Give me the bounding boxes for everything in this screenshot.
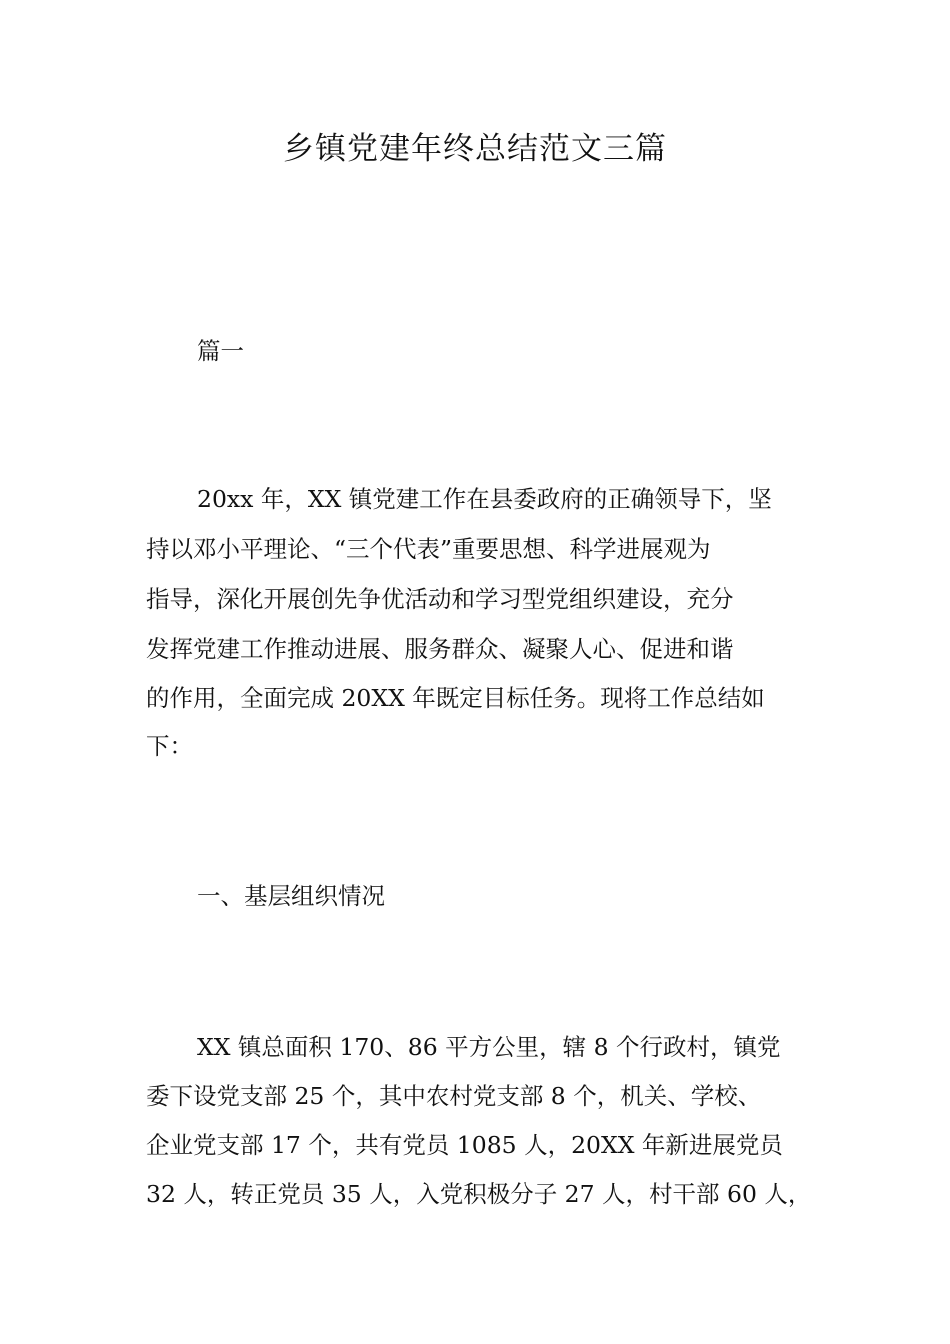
section-heading-1: 一、基层组织情况 <box>197 882 385 910</box>
intro-line-4: 发挥党建工作推动进展、服务群众、凝聚人心、促进和谐 <box>146 635 734 663</box>
body-line-1: XX 镇总面积 170、86 平方公里，辖 8 个行政村，镇党 <box>197 1033 781 1061</box>
intro-line-5: 的作用，全面完成 20XX 年既定目标任务。现将工作总结如 <box>146 684 765 712</box>
intro-line-1: 20xx 年，XX 镇党建工作在县委政府的正确领导下，坚 <box>197 485 772 513</box>
intro-line-6: 下： <box>146 732 193 760</box>
body-line-2: 委下设党支部 25 个，其中农村党支部 8 个，机关、学校、 <box>146 1082 762 1110</box>
intro-line-3: 指导，深化开展创先争优活动和学习型党组织建设，充分 <box>146 585 734 613</box>
intro-line-2: 持以邓小平理论、“三个代表”重要思想、科学进展观为 <box>146 535 711 563</box>
document-title: 乡镇党建年终总结范文三篇 <box>283 131 667 167</box>
body-line-3: 企业党支部 17 个，共有党员 1085 人，20XX 年新进展党员 <box>146 1131 783 1159</box>
section-label: 篇一 <box>197 337 244 365</box>
body-line-4: 32 人，转正党员 35 人，入党积极分子 27 人，村干部 60 人， <box>146 1180 812 1208</box>
